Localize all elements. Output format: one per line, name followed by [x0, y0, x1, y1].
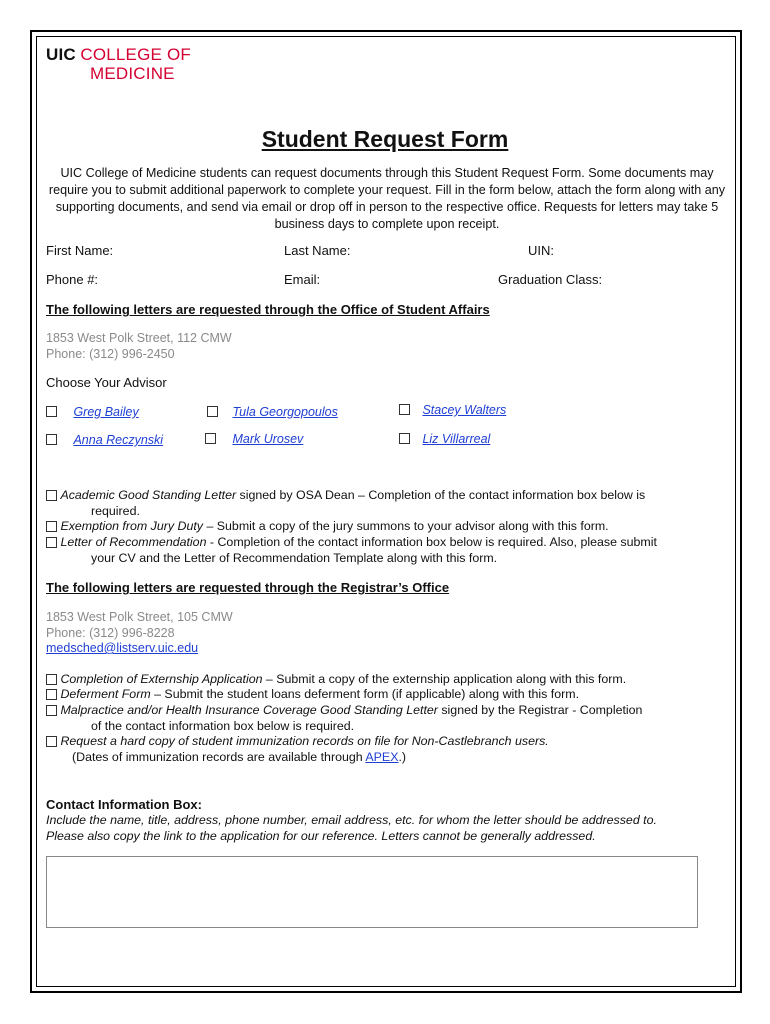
contact-info-textbox[interactable]: [46, 856, 698, 928]
item-desc: - Completion of the contact information box below is required. Also, please submit: [206, 535, 657, 549]
registrar-email-link[interactable]: [46, 641, 198, 655]
contact-heading: Contact Information Box:: [46, 797, 202, 812]
checkbox[interactable]: [46, 537, 57, 548]
apex-link[interactable]: APEX: [365, 749, 399, 764]
item-desc: signed by the Registrar - Completion: [437, 703, 643, 717]
advisor-option[interactable]: [399, 430, 490, 448]
registrar-item: [46, 703, 726, 734]
logo-uic: UIC: [46, 45, 76, 64]
registrar-phone: Phone: (312) 996-8228: [46, 626, 175, 640]
checkbox[interactable]: [46, 705, 57, 716]
advisor-option[interactable]: [207, 403, 338, 421]
uin-field[interactable]: UIN:: [528, 243, 554, 258]
advisor-link[interactable]: Tula Georgopoulos: [232, 405, 338, 419]
item-name: Malpractice and/or Health Insurance Coverage Good Standing Letter: [60, 703, 438, 717]
graduation-class-field[interactable]: Graduation Class:: [498, 272, 603, 287]
advisor-link[interactable]: Stacey Walters: [422, 403, 507, 417]
item-desc: – Submit a copy of the jury summons to your advisor along with this form.: [203, 519, 609, 533]
advisor-link[interactable]: Mark Urosev: [232, 432, 304, 446]
checkbox[interactable]: [399, 404, 410, 415]
item-desc-cont: required.: [91, 503, 140, 518]
contact-line-1: Include the name, title, address, phone number, email address, etc. for whom the letter should be addressed to.: [46, 813, 657, 827]
checkbox[interactable]: [207, 406, 218, 417]
uic-logo: [46, 46, 191, 82]
last-name-field[interactable]: Last Name:: [284, 243, 351, 258]
email-link[interactable]: medsched@listserv.uic.edu: [46, 641, 199, 655]
apex-post: .): [398, 749, 407, 764]
advisor-option[interactable]: [46, 403, 139, 421]
osa-item: [46, 519, 726, 535]
item-name: Request a hard copy of student immunization records on file for Non-Castlebranch users.: [60, 734, 549, 748]
item-name: Exemption from Jury Duty: [60, 519, 203, 533]
page-title: Student Request Form: [261, 126, 509, 152]
osa-item: [46, 488, 726, 519]
checkbox[interactable]: [205, 433, 216, 444]
apex-pre: (Dates of immunization records are available through: [72, 749, 366, 764]
item-name: Letter of Recommendation: [60, 535, 207, 549]
osa-address: 1853 West Polk Street, 112 CMW: [46, 331, 232, 345]
checkbox[interactable]: [399, 433, 410, 444]
checkbox[interactable]: [46, 490, 57, 501]
osa-item: [46, 535, 726, 566]
registrar-item: [46, 672, 726, 688]
contact-line-2: Please also copy the link to the application for our reference. Letters cannot be generally addressed.: [46, 829, 596, 843]
advisor-option[interactable]: [205, 430, 303, 448]
item-name: Academic Good Standing Letter: [60, 488, 237, 502]
item-desc: – Submit a copy of the externship application along with this form.: [262, 672, 627, 686]
checkbox[interactable]: [46, 521, 57, 532]
item-name: Completion of Externship Application: [60, 672, 263, 686]
item-desc-cont: [46, 750, 726, 766]
logo-medicine: MEDICINE: [90, 64, 175, 83]
registrar-item: [46, 734, 726, 765]
osa-heading: The following letters are requested through the Office of Student Affairs: [46, 302, 490, 317]
item-desc: signed by OSA Dean – Completion of the contact information box below is: [236, 488, 646, 502]
advisor-link[interactable]: Liz Villarreal: [422, 432, 491, 446]
logo-college: COLLEGE OF: [80, 45, 191, 64]
checkbox[interactable]: [46, 736, 57, 747]
choose-advisor-label: Choose Your Advisor: [46, 375, 167, 390]
registrar-heading: The following letters are requested through the Registrar’s Office: [46, 580, 450, 595]
phone-field[interactable]: Phone #:: [46, 272, 99, 287]
checkbox[interactable]: [46, 674, 57, 685]
registrar-item: [46, 687, 726, 703]
registrar-address: 1853 West Polk Street, 105 CMW: [46, 610, 233, 624]
advisor-link[interactable]: Anna Reczynski: [73, 433, 164, 447]
email-field[interactable]: Email:: [284, 272, 321, 287]
item-name: Deferment Form: [60, 687, 151, 701]
item-desc-cont: your CV and the Letter of Recommendation Template along with this form.: [91, 550, 498, 565]
first-name-field[interactable]: First Name:: [46, 243, 114, 258]
checkbox[interactable]: [46, 434, 57, 445]
intro-paragraph: UIC College of Medicine students can request documents through this Student Request Form. Some documents may require you to submit additional paperwork to complete your request. Fill in the form below, attach the form along with any supporting documents, and send via email or drop off in person to the respective office. Requests for letters may take 5 business days to complete upon receipt.: [48, 166, 726, 231]
advisor-option[interactable]: [46, 431, 163, 449]
checkbox[interactable]: [46, 406, 57, 417]
item-desc-cont: of the contact information box below is required.: [91, 718, 355, 733]
osa-phone: Phone: (312) 996-2450: [46, 347, 175, 361]
item-desc: – Submit the student loans deferment form (if applicable) along with this form.: [150, 687, 580, 701]
advisor-option[interactable]: [399, 401, 506, 419]
checkbox[interactable]: [46, 689, 57, 700]
advisor-link[interactable]: Greg Bailey: [73, 405, 139, 419]
